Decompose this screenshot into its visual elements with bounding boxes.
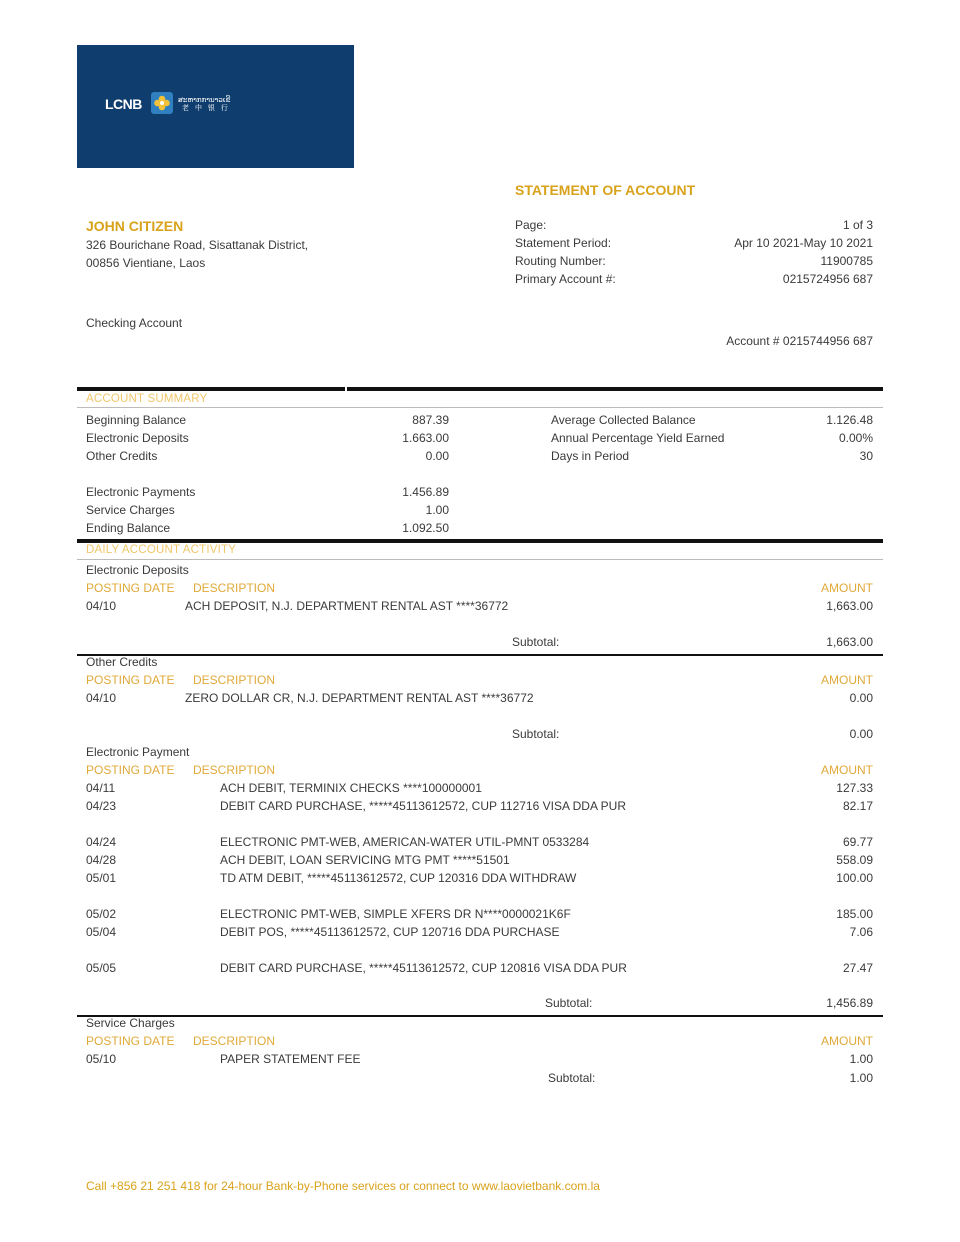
- txn-date: 05/05: [86, 961, 117, 975]
- summary-label: Electronic Deposits: [86, 431, 189, 445]
- summary-value: 1.663.00: [402, 431, 449, 445]
- col-description: DESCRIPTION: [193, 581, 276, 595]
- summary-label: Electronic Payments: [86, 485, 196, 499]
- txn-description: PAPER STATEMENT FEE: [220, 1052, 361, 1066]
- subtotal-label: Subtotal:: [548, 1071, 596, 1085]
- txn-description: ELECTRONIC PMT-WEB, AMERICAN-WATER UTIL-PMNT 0533284: [220, 835, 590, 849]
- info-label-routing: Routing Number:: [515, 254, 606, 268]
- txn-description: ZERO DOLLAR CR, N.J. DEPARTMENT RENTAL AST ****36772: [185, 691, 534, 705]
- txn-description: DEBIT POS, *****45113612572, CUP 120716 DDA PURCHASE: [220, 925, 560, 939]
- summary-label: Other Credits: [86, 449, 158, 463]
- txn-amount: 1,663.00: [826, 599, 873, 613]
- summary-label: Average Collected Balance: [551, 413, 696, 427]
- subtotal-charges: 1.00: [849, 1071, 873, 1085]
- col-amount: AMOUNT: [821, 1034, 873, 1048]
- info-label-primary-account: Primary Account #:: [515, 272, 616, 286]
- txn-amount: 100.00: [836, 871, 873, 885]
- summary-value: 1.092.50: [402, 521, 449, 535]
- txn-amount: 27.47: [842, 961, 873, 975]
- summary-value: 887.39: [412, 413, 449, 427]
- summary-label: Annual Percentage Yield Earned: [551, 431, 725, 445]
- customer-address-line2: 00856 Vientiane, Laos: [86, 256, 206, 270]
- col-description: DESCRIPTION: [193, 1034, 276, 1048]
- summary-rule-gap: [345, 387, 347, 393]
- txn-amount: 7.06: [849, 925, 873, 939]
- txn-amount: 0.00: [849, 691, 873, 705]
- section-title-payments: Electronic Payment: [86, 745, 190, 759]
- info-value-primary-account: 0215724956 687: [782, 272, 873, 286]
- txn-amount: 558.09: [836, 853, 873, 867]
- txn-amount: 127.33: [836, 781, 873, 795]
- summary-label: Service Charges: [86, 503, 175, 517]
- section-title-credits: Other Credits: [86, 655, 158, 669]
- customer-name: JOHN CITIZEN: [86, 218, 184, 234]
- info-value-page: 1 of 3: [842, 218, 873, 232]
- logo-tagline-lao: ສະຫາກການາວເຂີ: [178, 97, 231, 104]
- info-value-period: Apr 10 2021-May 10 2021: [734, 236, 873, 250]
- col-description: DESCRIPTION: [193, 673, 276, 687]
- col-posting-date: POSTING DATE: [86, 581, 175, 595]
- subtotal-payments: 1,456.89: [826, 996, 873, 1010]
- txn-amount: 82.17: [842, 799, 873, 813]
- statement-title: STATEMENT OF ACCOUNT: [515, 182, 696, 198]
- summary-value: 0.00: [425, 449, 449, 463]
- txn-amount: 185.00: [836, 907, 873, 921]
- section-rule: [77, 654, 883, 656]
- summary-label: Ending Balance: [86, 521, 171, 535]
- txn-date: 04/11: [86, 781, 116, 795]
- txn-description: ELECTRONIC PMT-WEB, SIMPLE XFERS DR N****0000021K6F: [220, 907, 571, 921]
- col-posting-date: POSTING DATE: [86, 1034, 175, 1048]
- col-posting-date: POSTING DATE: [86, 763, 175, 777]
- logo-brand-text: LCNB: [105, 96, 142, 112]
- summary-label: Days in Period: [551, 449, 630, 463]
- txn-description: TD ATM DEBIT, *****45113612572, CUP 120316 DDA WITHDRAW: [220, 871, 577, 885]
- txn-date: 05/01: [86, 871, 117, 885]
- subtotal-deposits: 1,663.00: [826, 635, 873, 649]
- flower-emblem-icon: [151, 92, 173, 114]
- summary-value: 0.00%: [838, 431, 873, 445]
- daily-activity-heading: DAILY ACCOUNT ACTIVITY: [86, 544, 237, 556]
- txn-date: 05/10: [86, 1052, 117, 1066]
- txn-date: 05/02: [86, 907, 117, 921]
- subtotal-label: Subtotal:: [512, 635, 560, 649]
- activity-heading-rule: [77, 559, 883, 560]
- summary-value: 1.456.89: [402, 485, 449, 499]
- summary-value: 30: [859, 449, 873, 463]
- col-amount: AMOUNT: [821, 581, 873, 595]
- bank-logo: [77, 45, 354, 168]
- txn-description: ACH DEBIT, TERMINIX CHECKS ****100000001: [220, 781, 482, 795]
- account-type: Checking Account: [86, 316, 183, 330]
- account-number: Account # 0215744956 687: [726, 334, 873, 348]
- txn-date: 04/28: [86, 853, 117, 867]
- footer-contact-text: Call +856 21 251 418 for 24-hour Bank-by-Phone services or connect to www.laovietbank.com.la: [86, 1179, 600, 1193]
- subtotal-label: Subtotal:: [545, 996, 593, 1010]
- txn-amount: 1.00: [849, 1052, 873, 1066]
- col-amount: AMOUNT: [821, 763, 873, 777]
- summary-label: Beginning Balance: [86, 413, 187, 427]
- account-summary-heading: ACCOUNT SUMMARY: [86, 393, 208, 405]
- summary-value: 1.126.48: [826, 413, 873, 427]
- summary-heading-rule: [77, 407, 883, 408]
- txn-description: DEBIT CARD PURCHASE, *****45113612572, CUP 112716 VISA DDA PUR: [220, 799, 626, 813]
- subtotal-label: Subtotal:: [512, 727, 560, 741]
- txn-description: ACH DEPOSIT, N.J. DEPARTMENT RENTAL AST ****36772: [185, 599, 509, 613]
- col-posting-date: POSTING DATE: [86, 673, 175, 687]
- txn-date: 04/23: [86, 799, 117, 813]
- txn-date: 04/10: [86, 599, 117, 613]
- section-rule: [77, 1015, 883, 1017]
- section-title-charges: Service Charges: [86, 1016, 175, 1030]
- col-amount: AMOUNT: [821, 673, 873, 687]
- section-title-deposits: Electronic Deposits: [86, 563, 189, 577]
- customer-address-line1: 326 Bourichane Road, Sisattanak District,: [86, 238, 309, 252]
- summary-top-rule: [77, 387, 883, 391]
- txn-date: 04/24: [86, 835, 117, 849]
- txn-amount: 69.77: [842, 835, 873, 849]
- txn-description: DEBIT CARD PURCHASE, *****45113612572, CUP 120816 VISA DDA PUR: [220, 961, 627, 975]
- info-label-period: Statement Period:: [515, 236, 612, 250]
- subtotal-credits: 0.00: [849, 727, 873, 741]
- col-description: DESCRIPTION: [193, 763, 276, 777]
- logo-tagline-chinese: 老 中 银 行: [182, 105, 230, 112]
- info-value-routing: 11900785: [820, 254, 873, 268]
- txn-description: ACH DEBIT, LOAN SERVICING MTG PMT *****51501: [220, 853, 510, 867]
- txn-date: 05/04: [86, 925, 117, 939]
- summary-value: 1.00: [425, 503, 449, 517]
- info-label-page: Page:: [515, 218, 547, 232]
- txn-date: 04/10: [86, 691, 117, 705]
